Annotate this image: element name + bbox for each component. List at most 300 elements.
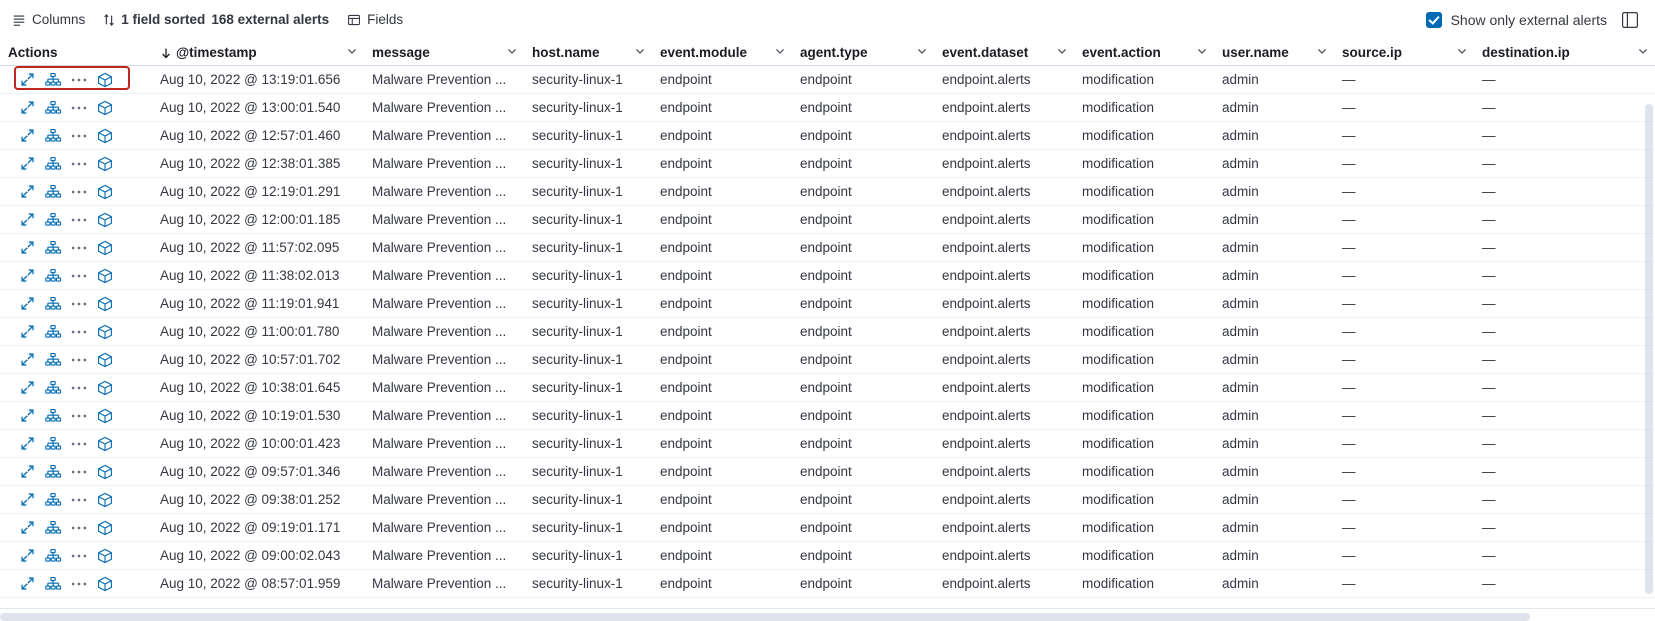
cell-destination-ip[interactable]: — [1482, 323, 1496, 339]
expand-icon[interactable] [14, 153, 40, 175]
cell-event-action[interactable]: modification [1082, 379, 1155, 395]
add-to-case-icon[interactable] [92, 489, 118, 511]
table-row[interactable] [0, 514, 1655, 542]
analyze-event-icon[interactable] [40, 69, 66, 91]
cell-destination-ip[interactable]: — [1482, 407, 1496, 423]
analyze-event-icon[interactable] [40, 489, 66, 511]
cell-agent-type[interactable]: endpoint [800, 407, 852, 423]
analyze-event-icon[interactable] [40, 377, 66, 399]
cell-timestamp[interactable]: Aug 10, 2022 @ 12:00:01.185 [160, 211, 341, 227]
analyze-event-icon[interactable] [40, 293, 66, 315]
cell-source-ip[interactable]: — [1342, 71, 1356, 87]
table-row[interactable] [0, 542, 1655, 570]
more-actions-icon[interactable] [66, 97, 92, 119]
cell-host-name[interactable]: security-linux-1 [532, 211, 623, 227]
cell-event-action[interactable]: modification [1082, 491, 1155, 507]
add-to-case-icon[interactable] [92, 237, 118, 259]
cell-destination-ip[interactable]: — [1482, 435, 1496, 451]
cell-source-ip[interactable]: — [1342, 547, 1356, 563]
expand-icon[interactable] [14, 349, 40, 371]
cell-timestamp[interactable]: Aug 10, 2022 @ 09:19:01.171 [160, 519, 341, 535]
analyze-event-icon[interactable] [40, 321, 66, 343]
cell-timestamp[interactable]: Aug 10, 2022 @ 13:00:01.540 [160, 99, 341, 115]
cell-timestamp[interactable]: Aug 10, 2022 @ 10:38:01.645 [160, 379, 341, 395]
add-to-case-icon[interactable] [92, 405, 118, 427]
analyze-event-icon[interactable] [40, 349, 66, 371]
cell-destination-ip[interactable]: — [1482, 575, 1496, 591]
cell-event-action[interactable]: modification [1082, 407, 1155, 423]
analyze-event-icon[interactable] [40, 125, 66, 147]
cell-host-name[interactable]: security-linux-1 [532, 295, 623, 311]
cell-user-name[interactable]: admin [1222, 379, 1259, 395]
analyze-event-icon[interactable] [40, 573, 66, 595]
cell-timestamp[interactable]: Aug 10, 2022 @ 09:38:01.252 [160, 491, 341, 507]
cell-destination-ip[interactable]: — [1482, 519, 1496, 535]
cell-message[interactable]: Malware Prevention ... [372, 239, 507, 255]
more-actions-icon[interactable] [66, 377, 92, 399]
cell-user-name[interactable]: admin [1222, 435, 1259, 451]
cell-event-module[interactable]: endpoint [660, 351, 712, 367]
cell-source-ip[interactable]: — [1342, 491, 1356, 507]
more-actions-icon[interactable] [66, 517, 92, 539]
cell-user-name[interactable]: admin [1222, 71, 1259, 87]
cell-source-ip[interactable]: — [1342, 379, 1356, 395]
cell-host-name[interactable]: security-linux-1 [532, 267, 623, 283]
cell-source-ip[interactable]: — [1342, 323, 1356, 339]
expand-icon[interactable] [14, 97, 40, 119]
table-row[interactable] [0, 486, 1655, 514]
cell-source-ip[interactable]: — [1342, 519, 1356, 535]
cell-agent-type[interactable]: endpoint [800, 351, 852, 367]
expand-icon[interactable] [14, 573, 40, 595]
cell-event-module[interactable]: endpoint [660, 239, 712, 255]
more-actions-icon[interactable] [66, 209, 92, 231]
cell-agent-type[interactable]: endpoint [800, 99, 852, 115]
cell-event-dataset[interactable]: endpoint.alerts [942, 379, 1031, 395]
cell-timestamp[interactable]: Aug 10, 2022 @ 12:38:01.385 [160, 155, 341, 171]
cell-source-ip[interactable]: — [1342, 127, 1356, 143]
expand-icon[interactable] [14, 125, 40, 147]
cell-source-ip[interactable]: — [1342, 155, 1356, 171]
cell-source-ip[interactable]: — [1342, 267, 1356, 283]
cell-destination-ip[interactable]: — [1482, 127, 1496, 143]
analyze-event-icon[interactable] [40, 181, 66, 203]
cell-event-dataset[interactable]: endpoint.alerts [942, 127, 1031, 143]
cell-event-module[interactable]: endpoint [660, 519, 712, 535]
cell-event-dataset[interactable]: endpoint.alerts [942, 323, 1031, 339]
cell-timestamp[interactable]: Aug 10, 2022 @ 09:57:01.346 [160, 463, 341, 479]
more-actions-icon[interactable] [66, 321, 92, 343]
cell-destination-ip[interactable]: — [1482, 295, 1496, 311]
cell-source-ip[interactable]: — [1342, 183, 1356, 199]
cell-host-name[interactable]: security-linux-1 [532, 547, 623, 563]
cell-event-action[interactable]: modification [1082, 239, 1155, 255]
cell-message[interactable]: Malware Prevention ... [372, 183, 507, 199]
cell-timestamp[interactable]: Aug 10, 2022 @ 12:57:01.460 [160, 127, 341, 143]
expand-icon[interactable] [14, 237, 40, 259]
chevron-down-icon[interactable] [1637, 45, 1649, 60]
add-to-case-icon[interactable] [92, 545, 118, 567]
cell-timestamp[interactable]: Aug 10, 2022 @ 10:19:01.530 [160, 407, 341, 423]
cell-message[interactable]: Malware Prevention ... [372, 71, 507, 87]
add-to-case-icon[interactable] [92, 69, 118, 91]
expand-icon[interactable] [14, 293, 40, 315]
show-only-external-alerts-toggle[interactable] [1426, 12, 1607, 28]
cell-destination-ip[interactable]: — [1482, 491, 1496, 507]
add-to-case-icon[interactable] [92, 321, 118, 343]
horizontal-scrollbar[interactable] [0, 613, 1530, 621]
cell-user-name[interactable]: admin [1222, 295, 1259, 311]
cell-message[interactable]: Malware Prevention ... [372, 211, 507, 227]
table-row[interactable] [0, 262, 1655, 290]
cell-agent-type[interactable]: endpoint [800, 491, 852, 507]
analyze-event-icon[interactable] [40, 265, 66, 287]
cell-host-name[interactable]: security-linux-1 [532, 323, 623, 339]
cell-timestamp[interactable]: Aug 10, 2022 @ 11:57:02.095 [160, 239, 340, 255]
cell-destination-ip[interactable]: — [1482, 463, 1496, 479]
cell-event-dataset[interactable]: endpoint.alerts [942, 351, 1031, 367]
cell-user-name[interactable]: admin [1222, 267, 1259, 283]
cell-event-module[interactable]: endpoint [660, 547, 712, 563]
cell-event-action[interactable]: modification [1082, 183, 1155, 199]
analyze-event-icon[interactable] [40, 97, 66, 119]
cell-user-name[interactable]: admin [1222, 491, 1259, 507]
cell-event-module[interactable]: endpoint [660, 379, 712, 395]
cell-timestamp[interactable]: Aug 10, 2022 @ 11:38:02.013 [160, 267, 340, 283]
column-header-event-dataset[interactable] [934, 40, 1074, 66]
cell-destination-ip[interactable]: — [1482, 351, 1496, 367]
cell-agent-type[interactable]: endpoint [800, 463, 852, 479]
cell-event-dataset[interactable]: endpoint.alerts [942, 267, 1031, 283]
cell-destination-ip[interactable]: — [1482, 239, 1496, 255]
more-actions-icon[interactable] [66, 349, 92, 371]
table-row[interactable] [0, 234, 1655, 262]
expand-icon[interactable] [14, 321, 40, 343]
cell-event-action[interactable]: modification [1082, 463, 1155, 479]
cell-user-name[interactable]: admin [1222, 519, 1259, 535]
cell-timestamp[interactable]: Aug 10, 2022 @ 09:00:02.043 [160, 547, 341, 563]
cell-user-name[interactable]: admin [1222, 351, 1259, 367]
cell-event-module[interactable]: endpoint [660, 127, 712, 143]
add-to-case-icon[interactable] [92, 433, 118, 455]
cell-timestamp[interactable]: Aug 10, 2022 @ 08:57:01.959 [160, 575, 341, 591]
cell-event-dataset[interactable]: endpoint.alerts [942, 519, 1031, 535]
cell-event-module[interactable]: endpoint [660, 435, 712, 451]
cell-event-module[interactable]: endpoint [660, 407, 712, 423]
cell-source-ip[interactable]: — [1342, 295, 1356, 311]
expand-icon[interactable] [14, 433, 40, 455]
more-actions-icon[interactable] [66, 237, 92, 259]
cell-user-name[interactable]: admin [1222, 99, 1259, 115]
add-to-case-icon[interactable] [92, 265, 118, 287]
cell-message[interactable]: Malware Prevention ... [372, 295, 507, 311]
expand-icon[interactable] [14, 377, 40, 399]
chevron-down-icon[interactable] [1456, 45, 1468, 60]
cell-agent-type[interactable]: endpoint [800, 155, 852, 171]
cell-event-action[interactable]: modification [1082, 351, 1155, 367]
cell-agent-type[interactable]: endpoint [800, 183, 852, 199]
cell-host-name[interactable]: security-linux-1 [532, 519, 623, 535]
cell-source-ip[interactable]: — [1342, 239, 1356, 255]
cell-message[interactable]: Malware Prevention ... [372, 267, 507, 283]
cell-event-action[interactable]: modification [1082, 267, 1155, 283]
cell-event-dataset[interactable]: endpoint.alerts [942, 463, 1031, 479]
cell-timestamp[interactable]: Aug 10, 2022 @ 13:19:01.656 [160, 71, 341, 87]
cell-message[interactable]: Malware Prevention ... [372, 99, 507, 115]
add-to-case-icon[interactable] [92, 97, 118, 119]
cell-user-name[interactable]: admin [1222, 547, 1259, 563]
cell-event-action[interactable]: modification [1082, 71, 1155, 87]
column-header-agent-type[interactable] [792, 40, 934, 66]
cell-host-name[interactable]: security-linux-1 [532, 351, 623, 367]
cell-user-name[interactable]: admin [1222, 323, 1259, 339]
cell-destination-ip[interactable]: — [1482, 211, 1496, 227]
cell-message[interactable]: Malware Prevention ... [372, 155, 507, 171]
cell-agent-type[interactable]: endpoint [800, 575, 852, 591]
cell-source-ip[interactable]: — [1342, 575, 1356, 591]
cell-user-name[interactable]: admin [1222, 407, 1259, 423]
cell-event-action[interactable]: modification [1082, 519, 1155, 535]
expand-icon[interactable] [14, 489, 40, 511]
cell-event-action[interactable]: modification [1082, 211, 1155, 227]
cell-user-name[interactable]: admin [1222, 155, 1259, 171]
table-row[interactable] [0, 94, 1655, 122]
column-header-message[interactable] [364, 40, 524, 66]
chevron-down-icon[interactable] [916, 45, 928, 60]
column-header-host-name[interactable] [524, 40, 652, 66]
columns-button[interactable] [12, 12, 85, 27]
cell-event-module[interactable]: endpoint [660, 267, 712, 283]
cell-message[interactable]: Malware Prevention ... [372, 407, 507, 423]
analyze-event-icon[interactable] [40, 517, 66, 539]
cell-host-name[interactable]: security-linux-1 [532, 379, 623, 395]
cell-event-dataset[interactable]: endpoint.alerts [942, 183, 1031, 199]
cell-event-module[interactable]: endpoint [660, 575, 712, 591]
table-row[interactable] [0, 430, 1655, 458]
cell-event-module[interactable]: endpoint [660, 491, 712, 507]
chevron-down-icon[interactable] [506, 45, 518, 60]
cell-source-ip[interactable]: — [1342, 407, 1356, 423]
cell-agent-type[interactable]: endpoint [800, 211, 852, 227]
cell-event-dataset[interactable]: endpoint.alerts [942, 99, 1031, 115]
cell-source-ip[interactable]: — [1342, 435, 1356, 451]
table-row[interactable] [0, 346, 1655, 374]
cell-agent-type[interactable]: endpoint [800, 379, 852, 395]
cell-event-module[interactable]: endpoint [660, 463, 712, 479]
cell-event-dataset[interactable]: endpoint.alerts [942, 435, 1031, 451]
cell-agent-type[interactable]: endpoint [800, 295, 852, 311]
chevron-down-icon[interactable] [1196, 45, 1208, 60]
table-row[interactable] [0, 150, 1655, 178]
cell-event-action[interactable]: modification [1082, 435, 1155, 451]
add-to-case-icon[interactable] [92, 349, 118, 371]
cell-destination-ip[interactable]: — [1482, 547, 1496, 563]
analyze-event-icon[interactable] [40, 433, 66, 455]
add-to-case-icon[interactable] [92, 209, 118, 231]
column-header-destination-ip[interactable] [1474, 40, 1655, 66]
cell-timestamp[interactable]: Aug 10, 2022 @ 10:57:01.702 [160, 351, 341, 367]
cell-message[interactable]: Malware Prevention ... [372, 491, 507, 507]
cell-user-name[interactable]: admin [1222, 127, 1259, 143]
cell-event-action[interactable]: modification [1082, 127, 1155, 143]
cell-event-dataset[interactable]: endpoint.alerts [942, 407, 1031, 423]
cell-event-dataset[interactable]: endpoint.alerts [942, 547, 1031, 563]
cell-event-dataset[interactable]: endpoint.alerts [942, 155, 1031, 171]
analyze-event-icon[interactable] [40, 153, 66, 175]
cell-destination-ip[interactable]: — [1482, 267, 1496, 283]
cell-message[interactable]: Malware Prevention ... [372, 379, 507, 395]
more-actions-icon[interactable] [66, 181, 92, 203]
table-row[interactable] [0, 458, 1655, 486]
cell-host-name[interactable]: security-linux-1 [532, 183, 623, 199]
cell-event-module[interactable]: endpoint [660, 323, 712, 339]
fullscreen-button[interactable] [1619, 9, 1641, 31]
cell-timestamp[interactable]: Aug 10, 2022 @ 12:19:01.291 [160, 183, 341, 199]
cell-event-action[interactable]: modification [1082, 575, 1155, 591]
chevron-down-icon[interactable] [774, 45, 786, 60]
chevron-down-icon[interactable] [634, 45, 646, 60]
column-header-event-module[interactable] [652, 40, 792, 66]
more-actions-icon[interactable] [66, 125, 92, 147]
cell-message[interactable]: Malware Prevention ... [372, 323, 507, 339]
cell-event-module[interactable]: endpoint [660, 71, 712, 87]
cell-destination-ip[interactable]: — [1482, 99, 1496, 115]
cell-event-dataset[interactable]: endpoint.alerts [942, 71, 1031, 87]
cell-host-name[interactable]: security-linux-1 [532, 239, 623, 255]
cell-event-dataset[interactable]: endpoint.alerts [942, 211, 1031, 227]
cell-event-dataset[interactable]: endpoint.alerts [942, 575, 1031, 591]
expand-icon[interactable] [14, 405, 40, 427]
cell-message[interactable]: Malware Prevention ... [372, 351, 507, 367]
cell-destination-ip[interactable]: — [1482, 183, 1496, 199]
cell-source-ip[interactable]: — [1342, 463, 1356, 479]
more-actions-icon[interactable] [66, 433, 92, 455]
add-to-case-icon[interactable] [92, 573, 118, 595]
cell-event-action[interactable]: modification [1082, 155, 1155, 171]
cell-user-name[interactable]: admin [1222, 575, 1259, 591]
analyze-event-icon[interactable] [40, 461, 66, 483]
cell-agent-type[interactable]: endpoint [800, 519, 852, 535]
cell-event-action[interactable]: modification [1082, 547, 1155, 563]
more-actions-icon[interactable] [66, 69, 92, 91]
cell-event-module[interactable]: endpoint [660, 99, 712, 115]
cell-event-module[interactable]: endpoint [660, 211, 712, 227]
column-header-timestamp[interactable] [152, 40, 364, 66]
more-actions-icon[interactable] [66, 265, 92, 287]
cell-message[interactable]: Malware Prevention ... [372, 547, 507, 563]
chevron-down-icon[interactable] [1056, 45, 1068, 60]
expand-icon[interactable] [14, 545, 40, 567]
expand-icon[interactable] [14, 265, 40, 287]
table-row[interactable] [0, 178, 1655, 206]
cell-message[interactable]: Malware Prevention ... [372, 575, 507, 591]
cell-source-ip[interactable]: — [1342, 351, 1356, 367]
cell-host-name[interactable]: security-linux-1 [532, 407, 623, 423]
add-to-case-icon[interactable] [92, 181, 118, 203]
cell-host-name[interactable]: security-linux-1 [532, 99, 623, 115]
vertical-scrollbar[interactable] [1645, 104, 1653, 594]
cell-host-name[interactable]: security-linux-1 [532, 71, 623, 87]
cell-agent-type[interactable]: endpoint [800, 127, 852, 143]
expand-icon[interactable] [14, 461, 40, 483]
chevron-down-icon[interactable] [346, 45, 358, 60]
cell-agent-type[interactable]: endpoint [800, 435, 852, 451]
expand-icon[interactable] [14, 209, 40, 231]
fields-button[interactable] [347, 12, 403, 27]
cell-event-module[interactable]: endpoint [660, 155, 712, 171]
cell-host-name[interactable]: security-linux-1 [532, 463, 623, 479]
table-row[interactable] [0, 374, 1655, 402]
cell-agent-type[interactable]: endpoint [800, 547, 852, 563]
analyze-event-icon[interactable] [40, 405, 66, 427]
more-actions-icon[interactable] [66, 461, 92, 483]
cell-event-action[interactable]: modification [1082, 295, 1155, 311]
cell-message[interactable]: Malware Prevention ... [372, 463, 507, 479]
cell-host-name[interactable]: security-linux-1 [532, 155, 623, 171]
cell-event-dataset[interactable]: endpoint.alerts [942, 239, 1031, 255]
show-only-external-alerts-checkbox[interactable] [1426, 12, 1442, 28]
cell-user-name[interactable]: admin [1222, 183, 1259, 199]
cell-agent-type[interactable]: endpoint [800, 239, 852, 255]
cell-host-name[interactable]: security-linux-1 [532, 575, 623, 591]
analyze-event-icon[interactable] [40, 209, 66, 231]
cell-event-module[interactable]: endpoint [660, 295, 712, 311]
table-row[interactable] [0, 290, 1655, 318]
cell-user-name[interactable]: admin [1222, 211, 1259, 227]
add-to-case-icon[interactable] [92, 293, 118, 315]
cell-destination-ip[interactable]: — [1482, 71, 1496, 87]
expand-icon[interactable] [14, 517, 40, 539]
expand-icon[interactable] [14, 69, 40, 91]
cell-host-name[interactable]: security-linux-1 [532, 491, 623, 507]
cell-agent-type[interactable]: endpoint [800, 323, 852, 339]
analyze-event-icon[interactable] [40, 237, 66, 259]
table-row[interactable] [0, 318, 1655, 346]
table-row[interactable] [0, 206, 1655, 234]
cell-event-module[interactable]: endpoint [660, 183, 712, 199]
cell-host-name[interactable]: security-linux-1 [532, 435, 623, 451]
more-actions-icon[interactable] [66, 153, 92, 175]
cell-message[interactable]: Malware Prevention ... [372, 435, 507, 451]
cell-message[interactable]: Malware Prevention ... [372, 519, 507, 535]
cell-timestamp[interactable]: Aug 10, 2022 @ 11:00:01.780 [160, 323, 340, 339]
cell-agent-type[interactable]: endpoint [800, 267, 852, 283]
cell-timestamp[interactable]: Aug 10, 2022 @ 11:19:01.941 [160, 295, 340, 311]
cell-timestamp[interactable]: Aug 10, 2022 @ 10:00:01.423 [160, 435, 341, 451]
cell-event-dataset[interactable]: endpoint.alerts [942, 491, 1031, 507]
table-row[interactable] [0, 122, 1655, 150]
cell-event-action[interactable]: modification [1082, 323, 1155, 339]
cell-user-name[interactable]: admin [1222, 463, 1259, 479]
analyze-event-icon[interactable] [40, 545, 66, 567]
add-to-case-icon[interactable] [92, 377, 118, 399]
cell-user-name[interactable]: admin [1222, 239, 1259, 255]
cell-source-ip[interactable]: — [1342, 99, 1356, 115]
cell-host-name[interactable]: security-linux-1 [532, 127, 623, 143]
more-actions-icon[interactable] [66, 573, 92, 595]
column-header-user-name[interactable] [1214, 40, 1334, 66]
cell-message[interactable]: Malware Prevention ... [372, 127, 507, 143]
more-actions-icon[interactable] [66, 405, 92, 427]
column-header-source-ip[interactable] [1334, 40, 1474, 66]
add-to-case-icon[interactable] [92, 153, 118, 175]
more-actions-icon[interactable] [66, 489, 92, 511]
table-row[interactable] [0, 402, 1655, 430]
table-row[interactable] [0, 570, 1655, 598]
add-to-case-icon[interactable] [92, 461, 118, 483]
more-actions-icon[interactable] [66, 545, 92, 567]
cell-agent-type[interactable]: endpoint [800, 71, 852, 87]
